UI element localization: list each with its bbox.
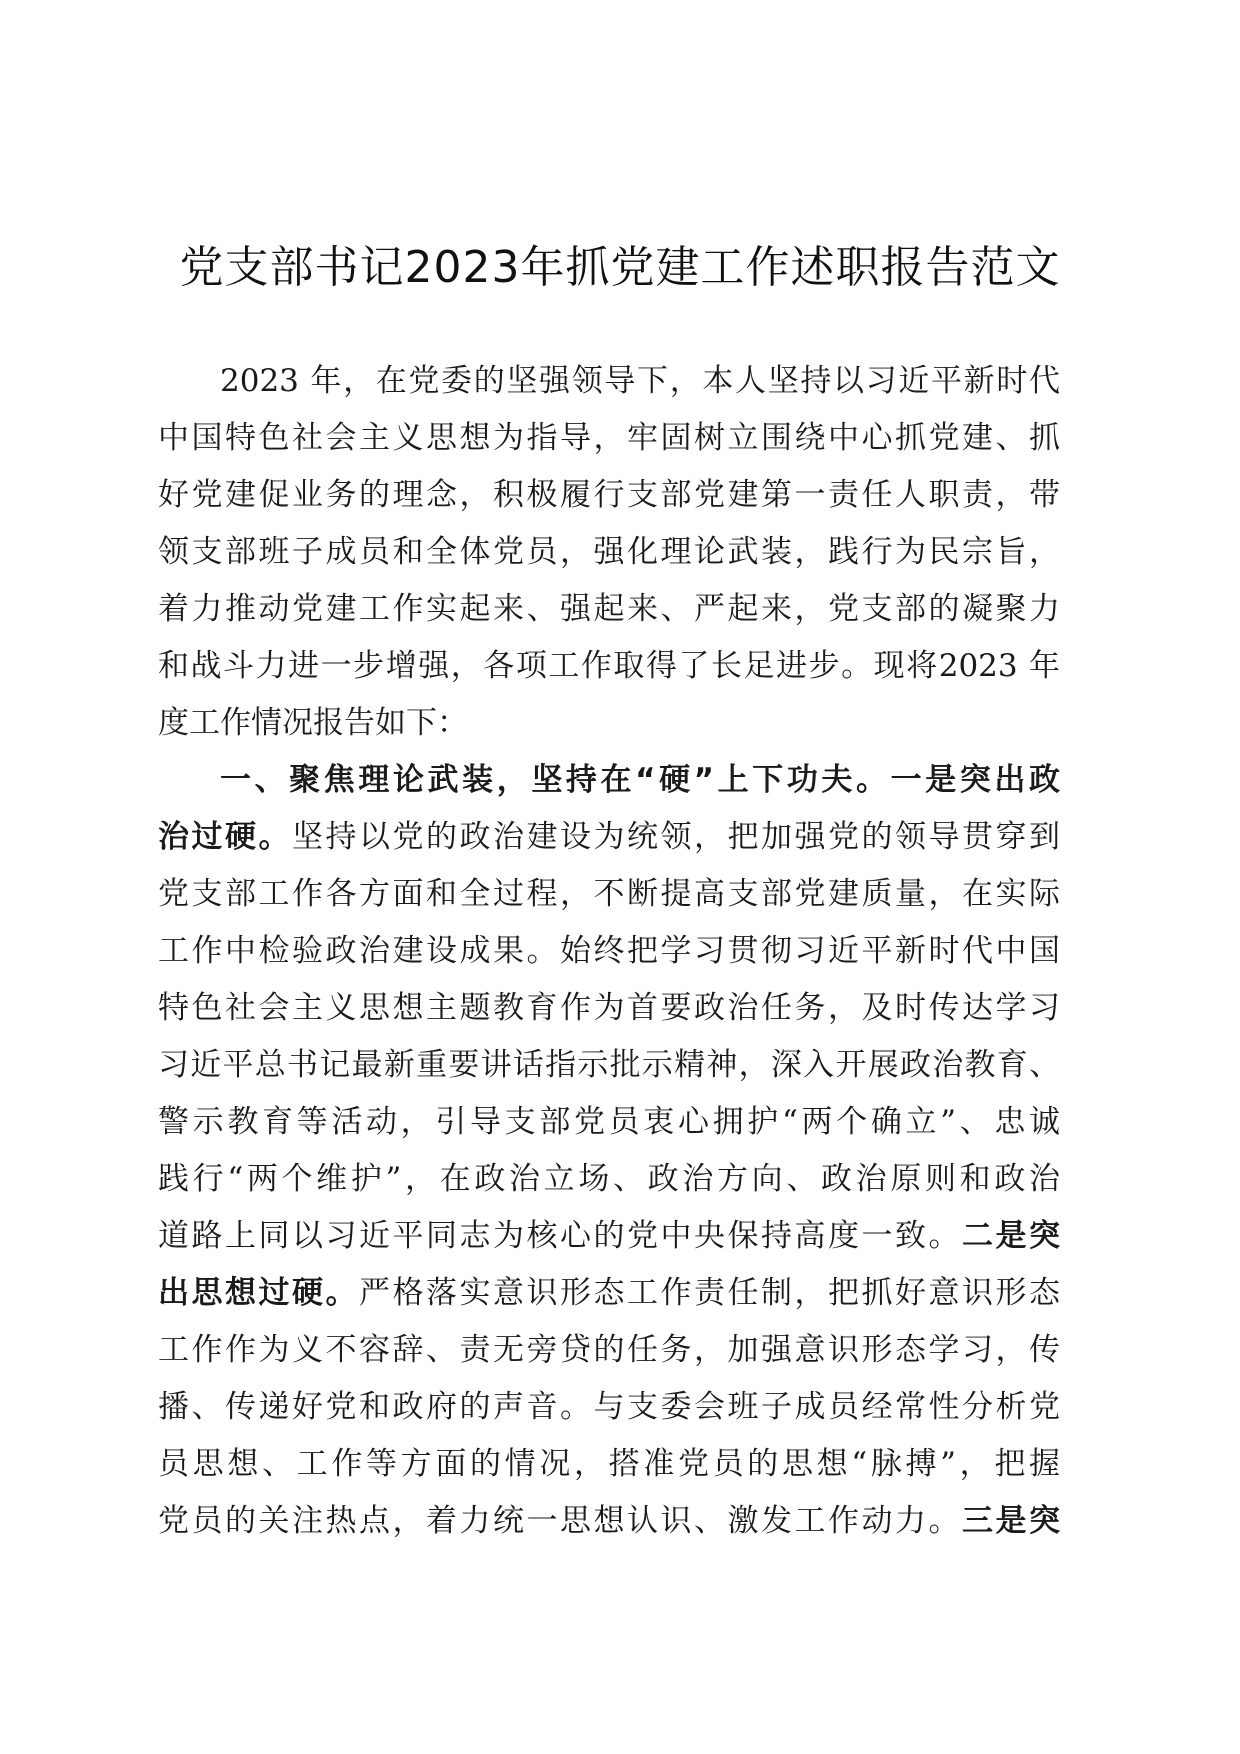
intro-line: 着力推动党建工作实起来、强起来、严起来，党支部的凝聚力 bbox=[158, 591, 1060, 627]
body-text-span: 坚持以党的政治建设为统领，把加强党的领导贯穿到 bbox=[292, 819, 1060, 855]
body-line: 播、传递好党和政府的声音。与支委会班子成员经常性分析党 bbox=[158, 1389, 1060, 1425]
body-text-span: 严格落实意识形态工作责任制，把抓好意识形态 bbox=[359, 1275, 1060, 1311]
intro-line: 领支部班子成员和全体党员，强化理论武装，践行为民宗旨， bbox=[158, 534, 1060, 570]
body-line: 工作作为义不容辞、责无旁贷的任务，加强意识形态学习，传 bbox=[158, 1332, 1060, 1368]
intro-line: 好党建促业务的理念，积极履行支部党建第一责任人职责，带 bbox=[158, 477, 1060, 513]
body-line: 党支部工作各方面和全过程，不断提高支部党建质量，在实际 bbox=[158, 876, 1060, 912]
body-text-span: 道路上同以习近平同志为核心的党中央保持高度一致。 bbox=[158, 1218, 962, 1254]
body-line bbox=[158, 1208, 1060, 1265]
body-line: 工作中检验政治建设成果。始终把学习贯彻习近平新时代中国 bbox=[158, 933, 1060, 969]
point-heading: 治过硬。 bbox=[158, 819, 292, 855]
point-heading: 三是突 bbox=[962, 1503, 1060, 1539]
intro-line: 中国特色社会主义思想为指导，牢固树立围绕中心抓党建、抓 bbox=[158, 420, 1060, 456]
body-line: 警示教育等活动，引导支部党员衷心拥护“两个确立”、忠诚 bbox=[158, 1104, 1060, 1140]
section-heading: 一、聚焦理论武装，坚持在“硬”上下功夫。 bbox=[220, 762, 891, 798]
body-text-span: 党员的关注热点，着力统一思想认识、激发工作动力。 bbox=[158, 1503, 962, 1539]
point-heading: 二是突 bbox=[962, 1218, 1060, 1254]
body-line bbox=[158, 809, 1060, 866]
body-line: 员思想、工作等方面的情况，搭准党员的思想“脉搏”，把握 bbox=[158, 1446, 1060, 1482]
body-line bbox=[158, 1265, 1060, 1322]
section-heading-line bbox=[158, 752, 1060, 809]
intro-line: 和战斗力进一步增强，各项工作取得了长足进步。现将2023 年 bbox=[158, 648, 1060, 684]
body-line bbox=[158, 1493, 1060, 1550]
point-heading: 出思想过硬。 bbox=[158, 1275, 359, 1311]
body-line: 习近平总书记最新重要讲话指示批示精神，深入开展政治教育、 bbox=[158, 1047, 1060, 1083]
document-title: 党支部书记2023年抓党建工作述职报告范文 bbox=[179, 242, 1061, 293]
point-heading: 一是突出政 bbox=[890, 762, 1060, 798]
body-line: 特色社会主义思想主题教育作为首要政治任务，及时传达学习 bbox=[158, 990, 1060, 1026]
document-body bbox=[158, 353, 1060, 1550]
body-line: 践行“两个维护”，在政治立场、政治方向、政治原则和政治 bbox=[158, 1161, 1060, 1197]
intro-line: 2023 年，在党委的坚强领导下，本人坚持以习近平新时代 bbox=[220, 363, 1060, 399]
intro-line: 度工作情况报告如下： bbox=[158, 705, 468, 741]
